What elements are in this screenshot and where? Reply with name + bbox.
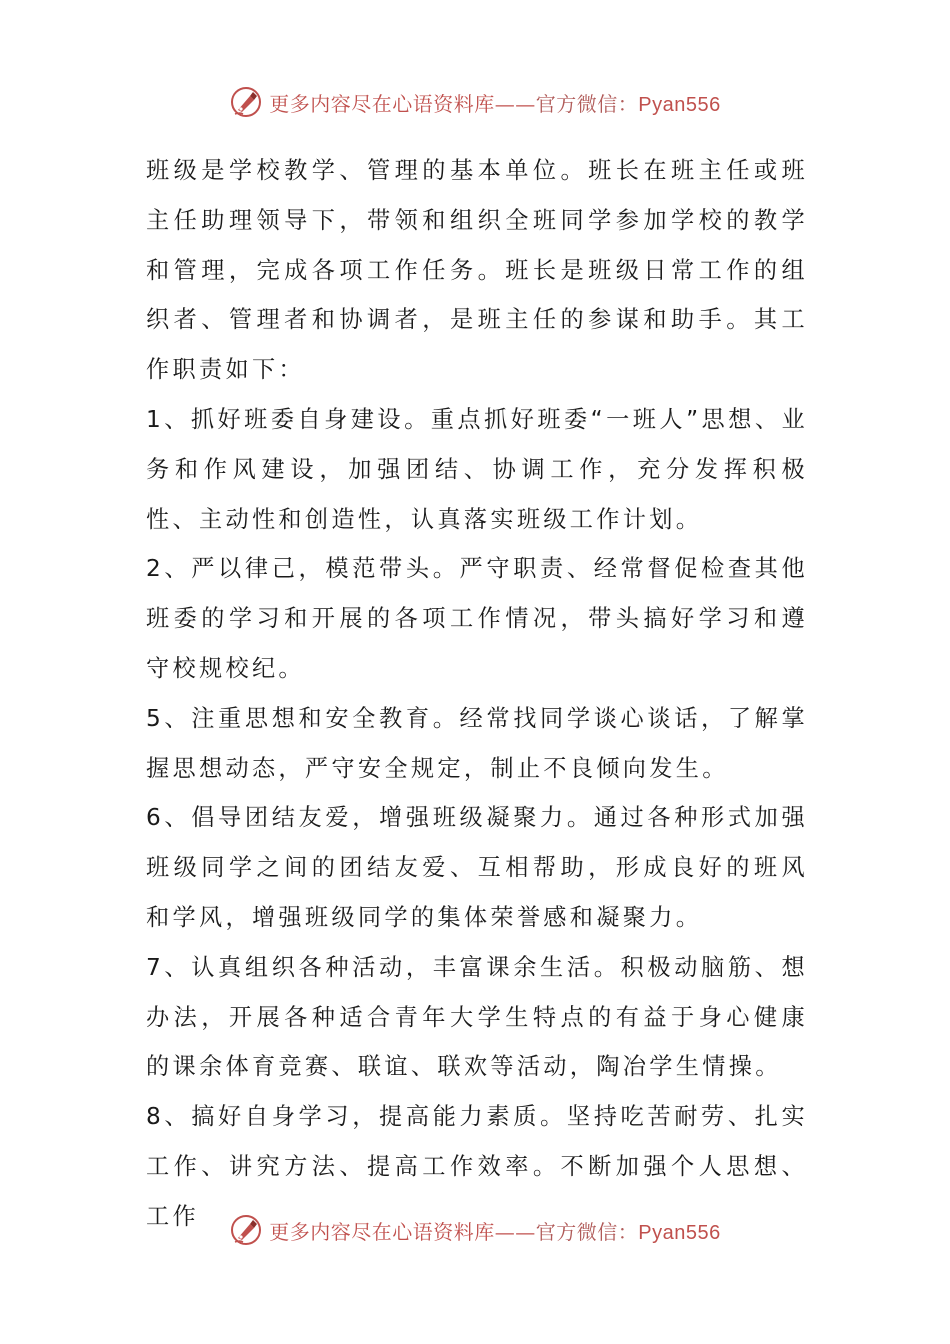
footer-watermark-banner [0,1210,950,1250]
banner-wechat-label: 官方微信： [535,1219,639,1244]
banner-title: 更多内容尽在心语资料库 [269,91,495,116]
duty-item-1: 1、抓好班委自身建设。重点抓好班委“一班人”思想、业务和作风建设，加强团结、协调工作，充分发挥积极性、主动性和创造性，认真落实班级工作计划。 [146,405,808,533]
document-body [146,146,808,1242]
duty-item-7: 7、认真组织各种活动，丰富课余生活。积极动脑筋、想办法，开展各种适合青年大学生特点的有益于身心健康的课余体育竞赛、联谊、联欢等活动，陶冶学生情操。 [146,953,808,1081]
duty-item-5: 5、注重思想和安全教育。经常找同学谈心谈话，了解掌握思想动态，严守安全规定，制止不良倾向发生。 [146,704,808,782]
intro-paragraph: 班级是学校教学、管理的基本单位。班长在班主任或班主任助理领导下，带领和组织全班同学参加学校的教学和管理，完成各项工作任务。班长是班级日常工作的组织者、管理者和协调者，是班主任的参谋和助手。其工作职责如下： [146,157,808,384]
duty-item-8: 8、搞好自身学习，提高能力素质。坚持吃苦耐劳、扎实工作、讲究方法、提高工作效率。不断加强个人思想、工作 [146,1103,808,1230]
banner-title: 更多内容尽在心语资料库 [269,1219,495,1244]
banner-dash: —— [494,91,536,116]
duty-item-6: 6、倡导团结友爱，增强班级凝聚力。通过各种形式加强班级同学之间的团结友爱、互相帮助，形成良好的班风和学风，增强班级同学的集体荣誉感和凝聚力。 [146,804,808,931]
pen-nib-logo-icon [229,85,263,119]
banner-wechat-label: 官方微信： [535,91,639,116]
header-watermark-banner [0,82,950,122]
banner-wechat-id: Pyan556 [638,93,721,116]
banner-text [269,1216,720,1245]
banner-wechat-id: Pyan556 [638,1221,721,1244]
banner-text [269,88,720,117]
duty-item-2: 2、严以律己，模范带头。严守职责、经常督促检查其他班委的学习和开展的各项工作情况，带头搞好学习和遵守校规校纪。 [146,555,808,682]
banner-dash: —— [494,1219,536,1244]
pen-nib-logo-icon [229,1213,263,1247]
